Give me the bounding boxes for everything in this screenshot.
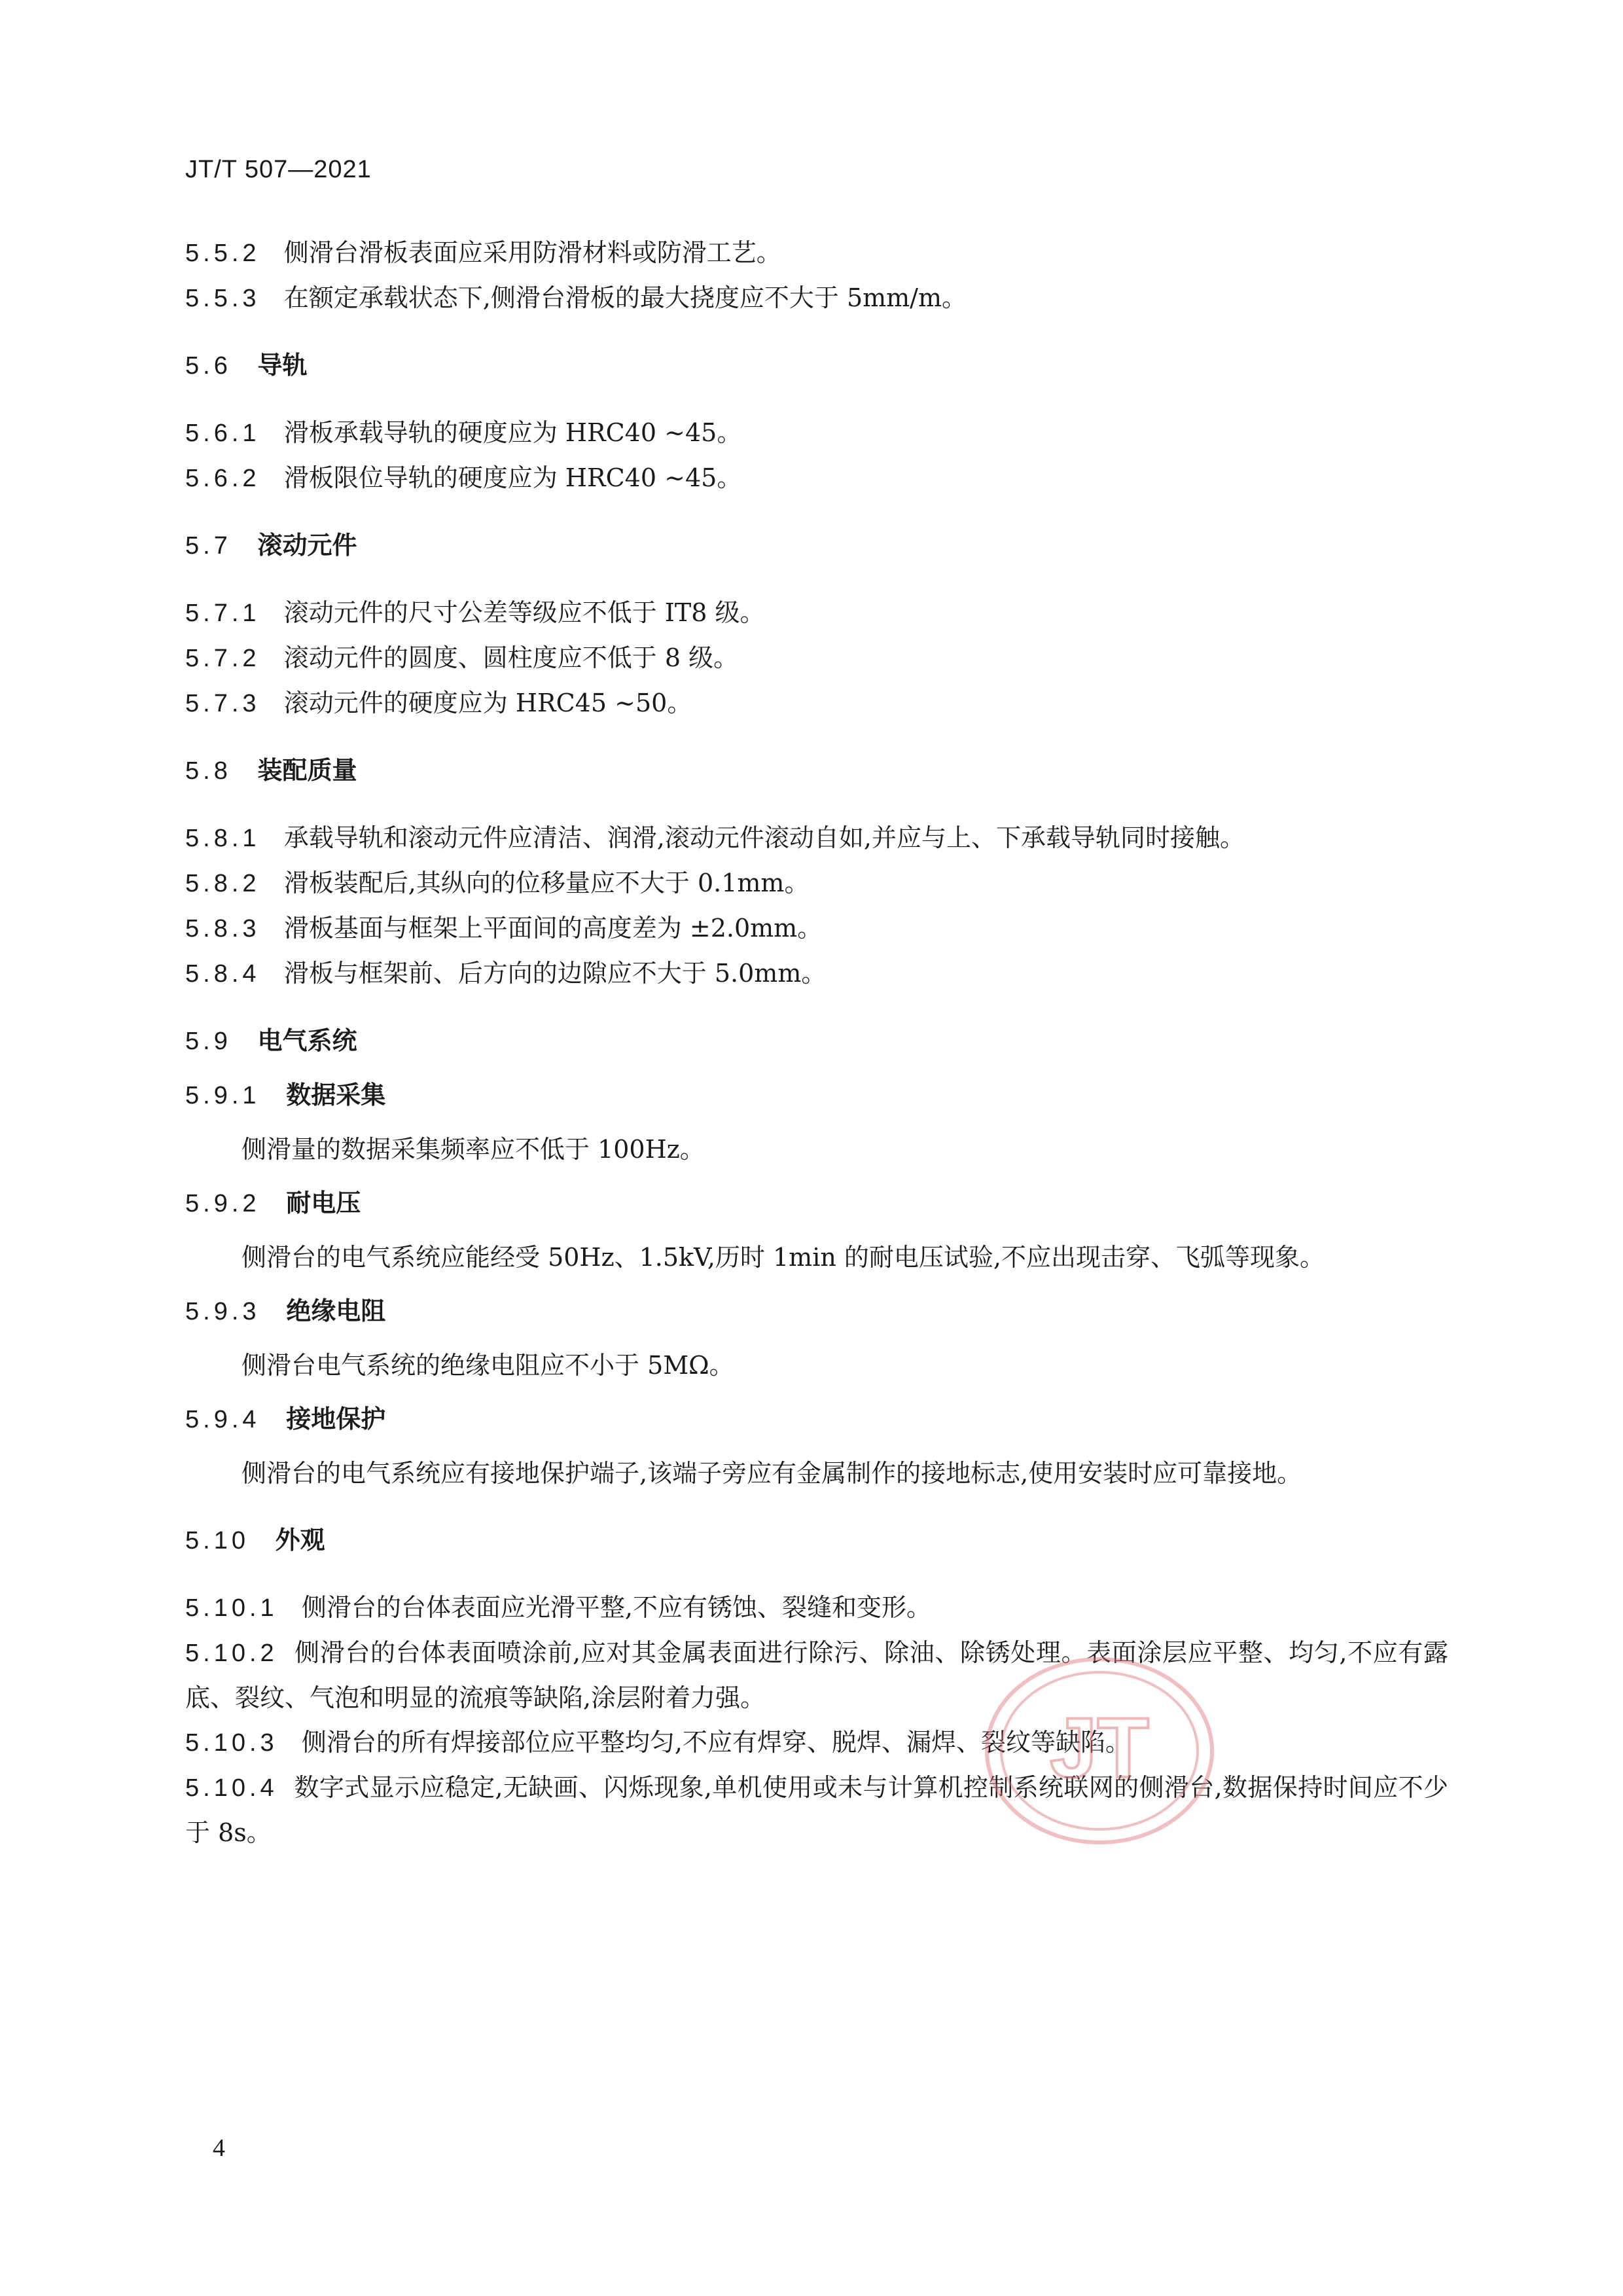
section-5-9-4-heading xyxy=(185,1397,1448,1442)
section-title: 绝缘电阻 xyxy=(286,1297,386,1325)
section-number: 5.9 xyxy=(185,1028,232,1055)
clause-text: 侧滑台滑板表面应采用防滑材料或防滑工艺。 xyxy=(283,238,781,267)
clause-number: 5.6.1 xyxy=(185,420,260,447)
section-title: 导轨 xyxy=(257,351,308,380)
clause-5-5-2 xyxy=(185,230,1448,276)
section-number: 5.7 xyxy=(185,532,232,560)
clause-5-5-3 xyxy=(185,276,1448,321)
page-content xyxy=(185,230,1448,1855)
page-number: 4 xyxy=(213,2134,225,2162)
clause-number: 5.8.3 xyxy=(185,915,260,942)
paragraph-5-9-2: 侧滑台的电气系统应能经受 50Hz、1.5kV,历时 1min 的耐电压试验,不应出现击穿、飞弧等现象。 xyxy=(241,1243,1325,1272)
section-5-9-heading xyxy=(185,1018,1448,1064)
clause-text: 数字式显示应稳定,无缺画、闪烁现象,单机使用或未与计算机控制系统联网的侧滑台,数据保持时间应不少于 8s。 xyxy=(185,1773,1448,1847)
section-5-9-2-heading xyxy=(185,1181,1448,1226)
clause-number: 5.8.4 xyxy=(185,960,260,988)
clause-number: 5.5.3 xyxy=(185,285,260,312)
clause-text: 在额定承载状态下,侧滑台滑板的最大挠度应不大于 5mm/m。 xyxy=(283,283,967,312)
clause-5-7-1 xyxy=(185,590,1448,636)
clause-number: 5.10.2 xyxy=(185,1640,278,1667)
paragraph-5-9-1: 侧滑量的数据采集频率应不低于 100Hz。 xyxy=(241,1135,705,1164)
clause-text: 滑板与框架前、后方向的边隙应不大于 5.0mm。 xyxy=(283,959,827,988)
document-code: JT/T 507—2021 xyxy=(185,156,372,183)
clause-number: 5.8.2 xyxy=(185,870,260,897)
section-5-9-3-heading xyxy=(185,1289,1448,1334)
clause-5-10-1 xyxy=(185,1585,1448,1630)
section-number: 5.9.1 xyxy=(185,1082,260,1109)
paragraph-5-9-4: 侧滑台的电气系统应有接地保护端子,该端子旁应有金属制作的接地标志,使用安装时应可靠接地。 xyxy=(241,1459,1302,1488)
section-number: 5.9.3 xyxy=(185,1298,260,1325)
clause-number: 5.10.4 xyxy=(185,1774,278,1802)
section-5-9-1-heading xyxy=(185,1073,1448,1118)
clause-text: 滑板基面与框架上平面间的高度差为 ±2.0mm。 xyxy=(283,914,823,942)
clause-5-8-3 xyxy=(185,906,1448,951)
clause-5-8-2 xyxy=(185,861,1448,906)
clause-5-8-4 xyxy=(185,951,1448,996)
clause-5-6-1 xyxy=(185,410,1448,456)
clause-number: 5.7.3 xyxy=(185,690,260,717)
section-title: 外观 xyxy=(275,1526,325,1554)
clause-text: 侧滑台的所有焊接部位应平整均匀,不应有焊穿、脱焊、漏焊、裂纹等缺陷。 xyxy=(301,1728,1130,1757)
section-5-10-heading xyxy=(185,1518,1448,1563)
section-title: 滚动元件 xyxy=(257,531,357,560)
clause-text: 滑板装配后,其纵向的位移量应不大于 0.1mm。 xyxy=(283,869,810,897)
stamp-text: JT xyxy=(1050,1700,1149,1795)
section-number: 5.8 xyxy=(185,757,232,785)
clause-text: 滚动元件的圆度、圆柱度应不低于 8 级。 xyxy=(283,643,739,672)
section-number: 5.9.4 xyxy=(185,1406,260,1433)
section-number: 5.9.2 xyxy=(185,1190,260,1217)
clause-text: 滑板限位导轨的硬度应为 HRC40 ~45。 xyxy=(283,463,742,492)
clause-number: 5.6.2 xyxy=(185,465,260,492)
paragraph-5-9-3: 侧滑台电气系统的绝缘电阻应不小于 5MΩ。 xyxy=(241,1351,734,1380)
section-5-6-heading xyxy=(185,343,1448,388)
section-title: 数据采集 xyxy=(286,1081,386,1109)
clause-text: 侧滑台的台体表面喷涂前,应对其金属表面进行除污、除油、除锈处理。表面涂层应平整、均匀,不应有露底、裂纹、气泡和明显的流痕等缺陷,涂层附着力强。 xyxy=(185,1638,1448,1712)
clause-5-10-4 xyxy=(185,1765,1448,1855)
section-title: 接地保护 xyxy=(286,1405,386,1433)
section-title: 耐电压 xyxy=(286,1189,361,1217)
clause-5-7-3 xyxy=(185,681,1448,726)
section-title: 电气系统 xyxy=(257,1026,357,1055)
section-5-7-heading xyxy=(185,523,1448,568)
clause-5-8-1 xyxy=(185,816,1448,861)
jt-watermark-stamp xyxy=(982,1653,1217,1849)
clause-number: 5.7.2 xyxy=(185,645,260,672)
clause-5-7-2 xyxy=(185,636,1448,681)
section-title: 装配质量 xyxy=(257,756,357,785)
section-5-8-heading xyxy=(185,748,1448,793)
clause-5-10-3 xyxy=(185,1720,1448,1765)
clause-number: 5.8.1 xyxy=(185,825,260,852)
clause-number: 5.7.1 xyxy=(185,600,260,627)
clause-number: 5.5.2 xyxy=(185,240,260,267)
clause-number: 5.10.3 xyxy=(185,1729,278,1757)
clause-text: 承载导轨和滚动元件应清洁、润滑,滚动元件滚动自如,并应与上、下承载导轨同时接触。 xyxy=(283,823,1245,852)
section-number: 5.10 xyxy=(185,1527,249,1554)
clause-text: 滑板承载导轨的硬度应为 HRC40 ~45。 xyxy=(283,418,742,447)
clause-text: 侧滑台的台体表面应光滑平整,不应有锈蚀、裂缝和变形。 xyxy=(301,1593,931,1622)
section-number: 5.6 xyxy=(185,352,232,380)
clause-number: 5.10.1 xyxy=(185,1594,278,1622)
clause-5-6-2 xyxy=(185,456,1448,501)
clause-text: 滚动元件的硬度应为 HRC45 ~50。 xyxy=(283,689,692,717)
clause-text: 滚动元件的尺寸公差等级应不低于 IT8 级。 xyxy=(283,598,765,627)
clause-5-10-2 xyxy=(185,1630,1448,1720)
